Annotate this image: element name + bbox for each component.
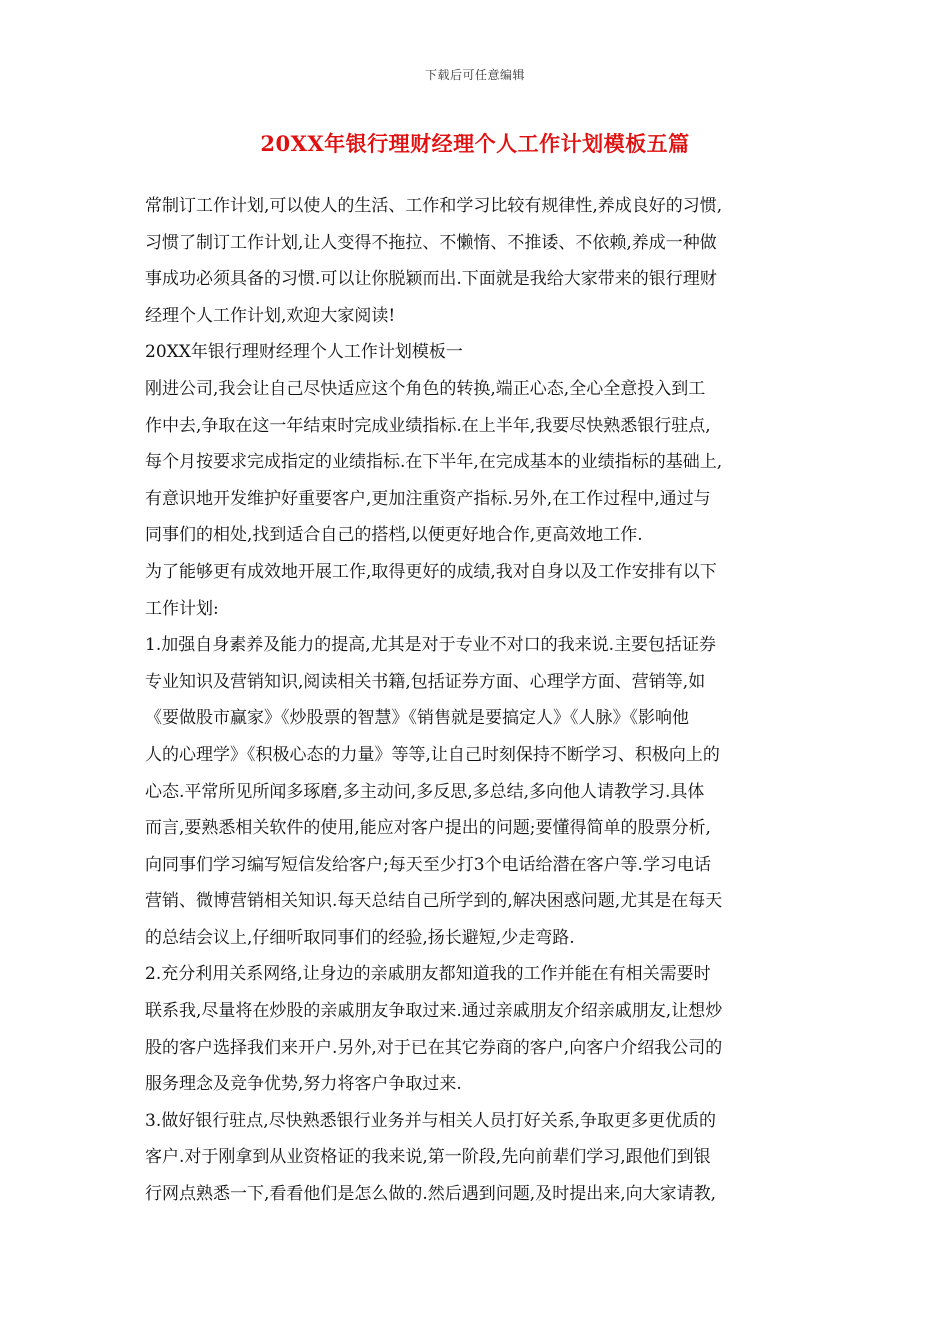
text-line: 客户.对于刚拿到从业资格证的我来说,第一阶段,先向前辈们学习,跟他们到银 — [145, 1147, 711, 1168]
text-line: 而言,要熟悉相关软件的使用,能应对客户提出的问题;要懂得简单的股票分析, — [145, 818, 711, 839]
text-line: 人的心理学》《积极心态的力量》等等,让自己时刻保持不断学习、积极向上的 — [145, 744, 720, 765]
text-line: 专业知识及营销知识,阅读相关书籍,包括证券方面、心理学方面、营销等,如 — [145, 671, 706, 692]
text-line: 为了能够更有成效地开展工作,取得更好的成绩,我对自身以及工作安排有以下 — [145, 561, 717, 582]
text-line: 2.充分利用关系网络,让身边的亲戚朋友都知道我的工作并能在有相关需要时 — [145, 964, 711, 985]
text-line: 心态.平常所见所闻多琢磨,多主动问,多反思,多总结,多向他人请教学习.具体 — [145, 781, 705, 802]
header-note: 下载后可任意编辑 — [424, 68, 525, 82]
text-line: 向同事们学习编写短信发给客户;每天至少打3个电话给潜在客户等.学习电话 — [145, 854, 711, 875]
text-line: 营销、微博营销相关知识.每天总结自己所学到的,解决困惑问题,尤其是在每天 — [145, 891, 723, 912]
text-line: 工作计划: — [145, 598, 219, 619]
text-line: 有意识地开发维护好重要客户,更加注重资产指标.另外,在工作过程中,通过与 — [145, 488, 711, 509]
text-line: 作中去,争取在这一年结束时完成业绩指标.在上半年,我要尽快熟悉银行驻点, — [145, 415, 711, 436]
text-line: 每个月按要求完成指定的业绩指标.在下半年,在完成基本的业绩指标的基础上, — [145, 452, 723, 473]
text-line: 1.加强自身素养及能力的提高,尤其是对于专业不对口的我来说.主要包括证券 — [145, 635, 717, 656]
text-line: 事成功必须具备的习惯.可以让你脱颖而出.下面就是我给大家带来的银行理财 — [145, 269, 717, 290]
text-line: 联系我,尽量将在炒股的亲戚朋友争取过来.通过亲戚朋友介绍亲戚朋友,让想炒 — [145, 1001, 723, 1022]
section-heading: 20XX年银行理财经理个人工作计划模板一 — [145, 342, 463, 363]
text-line: 行网点熟悉一下,看看他们是怎么做的.然后遇到问题,及时提出来,向大家请教, — [145, 1184, 717, 1205]
text-line: 刚进公司,我会让自己尽快适应这个角色的转换,端正心态,全心全意投入到工 — [145, 378, 706, 399]
text-line: 的总结会议上,仔细听取同事们的经验,扬长避短,少走弯路. — [145, 927, 575, 948]
text-line: 股的客户选择我们来开户.另外,对于已在其它券商的客户,向客户介绍我公司的 — [145, 1037, 723, 1058]
document-title: 20XX年银行理财经理个人工作计划模板五篇 — [260, 131, 690, 156]
document-body — [145, 188, 815, 1213]
text-line: 常制订工作计划,可以使人的生活、工作和学习比较有规律性,养成良好的习惯, — [145, 196, 723, 216]
text-line: 《要做股市赢家》《炒股票的智慧》《销售就是要搞定人》《人脉》《影响他 — [145, 708, 689, 729]
text-line: 同事们的相处,找到适合自己的搭档,以便更好地合作,更高效地工作. — [145, 525, 643, 546]
text-line: 习惯了制订工作计划,让人变得不拖拉、不懒惰、不推诿、不依赖,养成一种做 — [145, 232, 717, 253]
text-line: 服务理念及竞争优势,努力将客户争取过来. — [145, 1074, 462, 1095]
text-line: 经理个人工作计划,欢迎大家阅读! — [145, 305, 396, 326]
text-line: 3.做好银行驻点,尽快熟悉银行业务并与相关人员打好关系,争取更多更优质的 — [145, 1110, 717, 1131]
